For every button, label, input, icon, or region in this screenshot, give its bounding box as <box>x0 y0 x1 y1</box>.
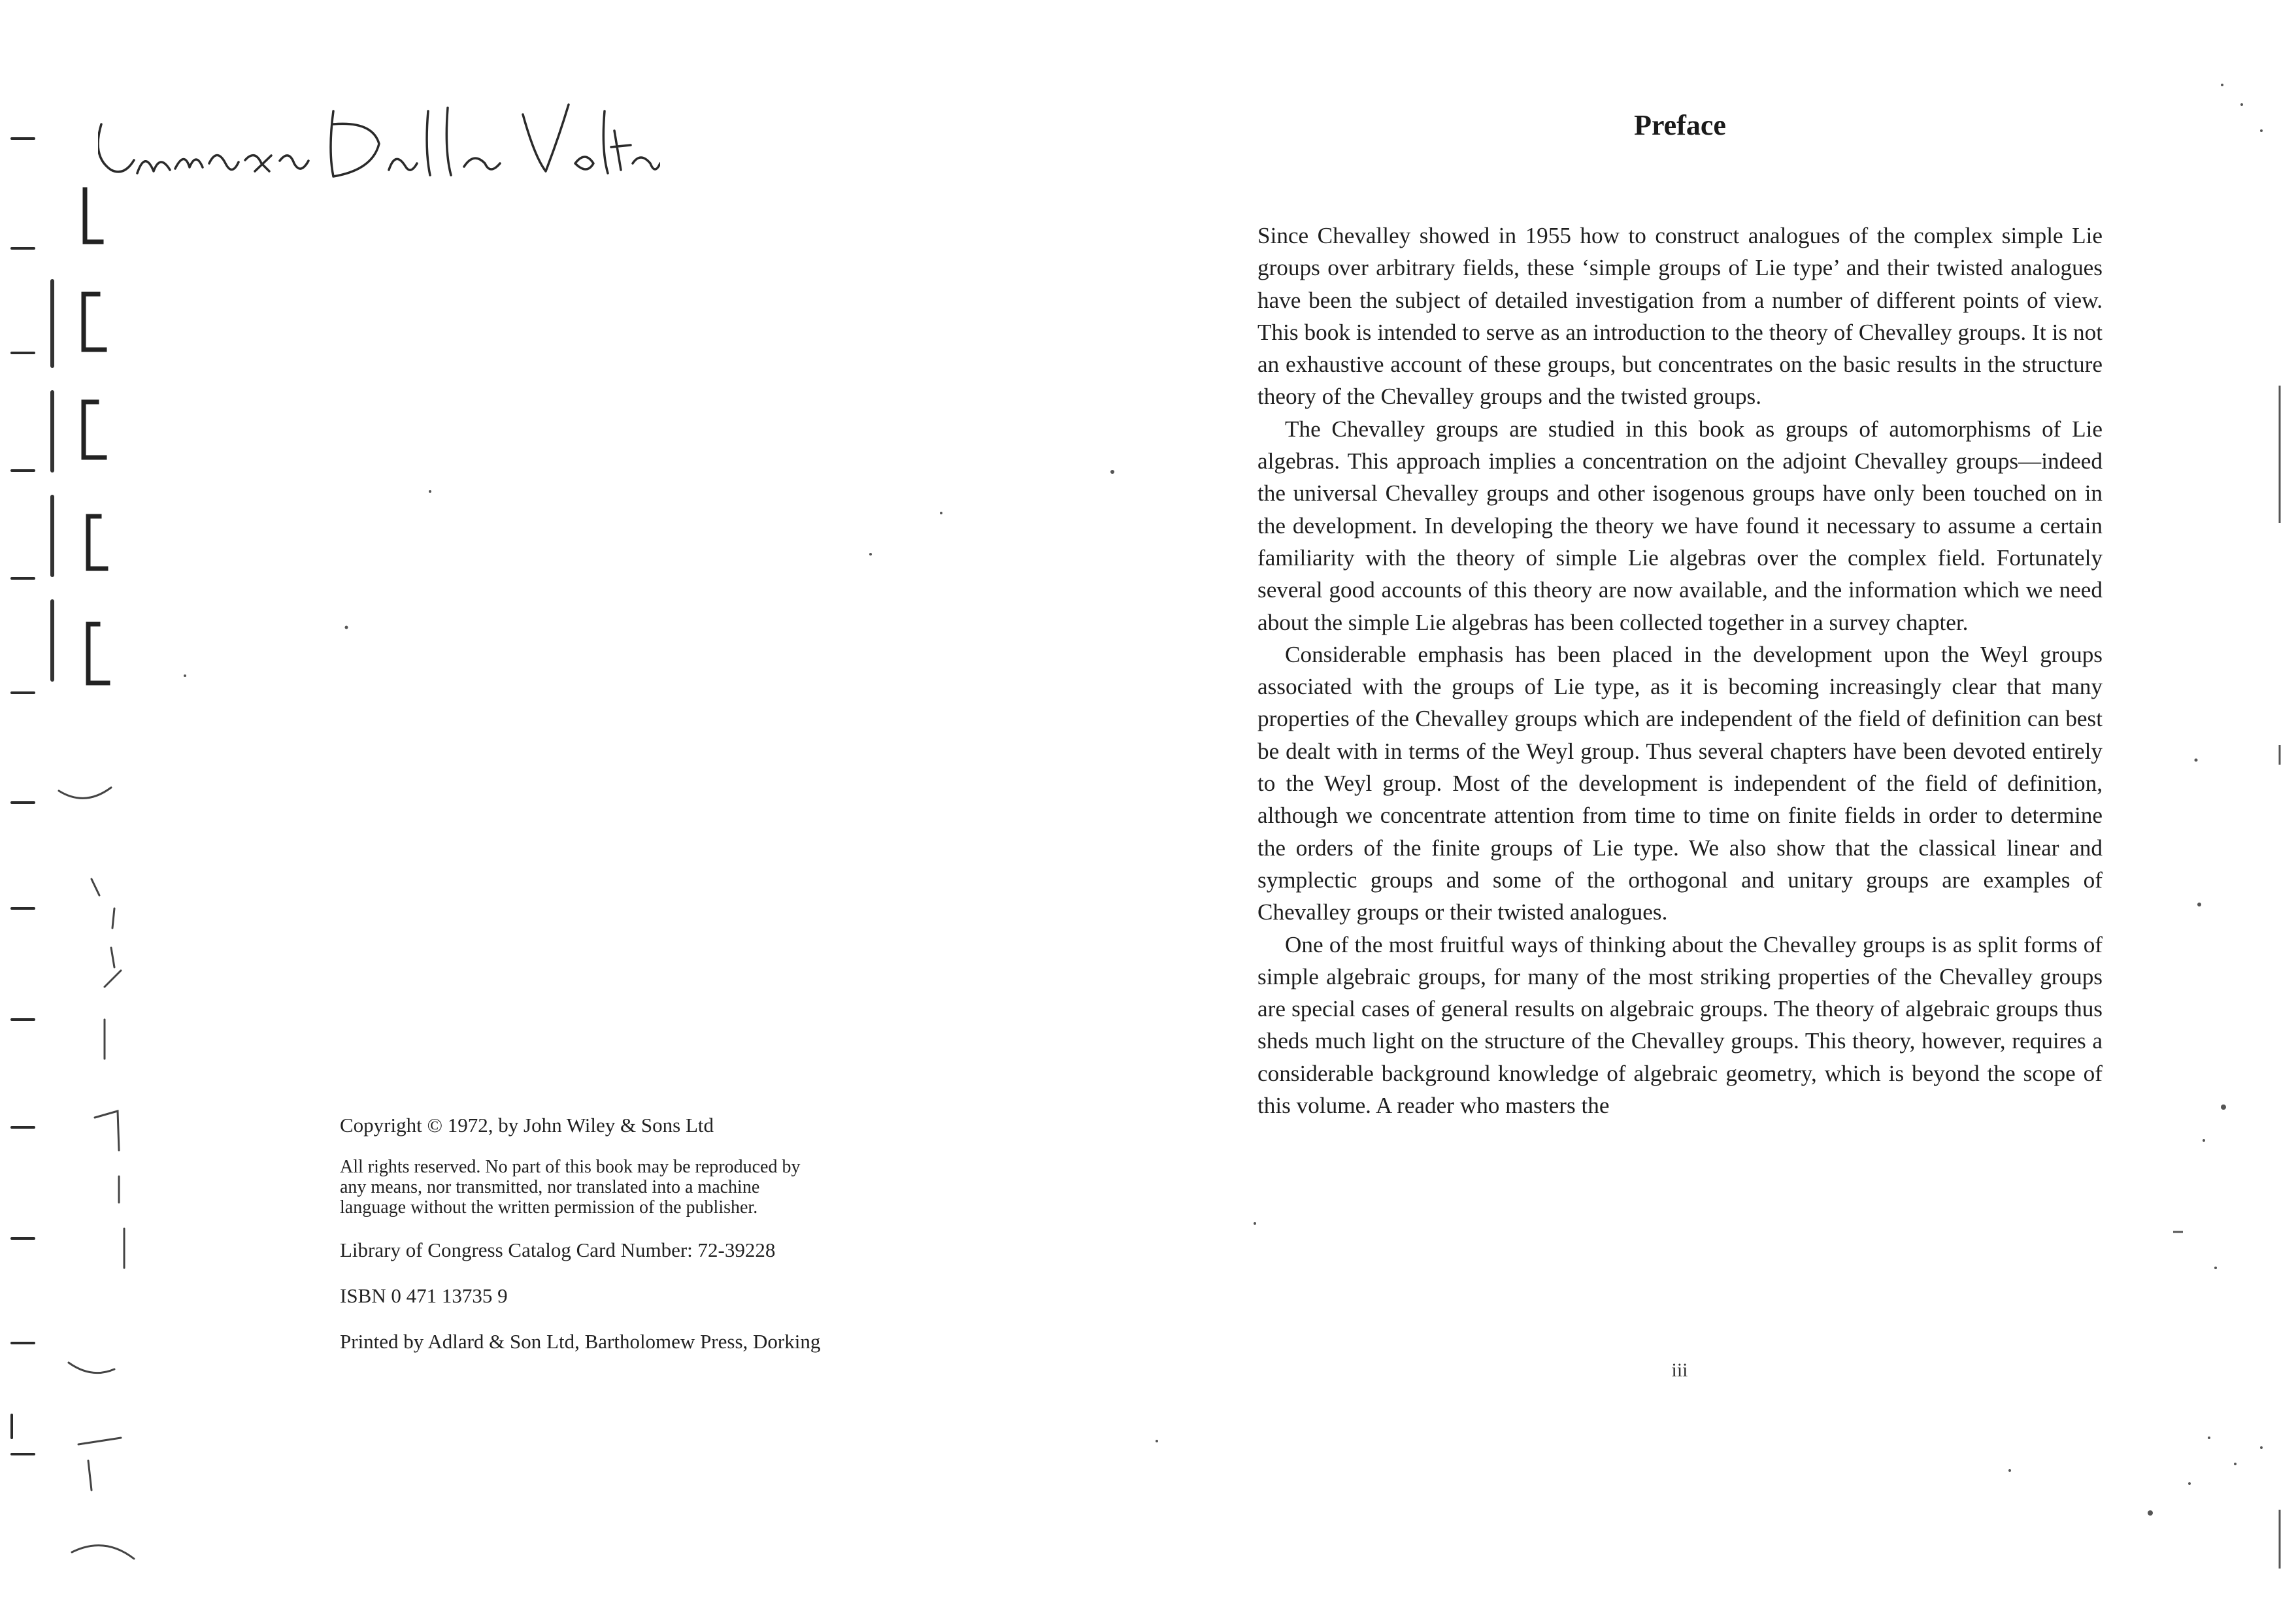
body-paragraph: Considerable emphasis has been placed in the development upon the Weyl groups associated with the groups of Lie type, as it is becoming increasingly clear that many properties of the Chevalley groups which are independent of the field of definition can best be dealt with in terms of the Weyl group. Thus several chapters have been devoted entirely to the Weyl group. Most of the development is independent of the field of definition, although we concentrate attention from time to time on finite fields in order to determine the orders of the finite groups of Lie type. We also show that the classical linear and symplectic groups and some of the orthogonal and unitary groups are examples of Chevalley groups or their twisted analogues. <box>1257 641 2103 925</box>
body-paragraph: The Chevalley groups are studied in this book as groups of automorphisms of Lie algebras. This approach implies a concentration on the adjoint Chevalley groups—indeed the universal Chevalley groups and other isogenous groups have only been touched on in the development. In developing the theory we have found it necessary to assume a certain familiarity with the theory of simple Lie algebras over the complex field. Fortunately several good accounts of this theory are now available, and the information which we need about the simple Lie algebras has been collected together in a survey chapter. <box>1257 416 2103 635</box>
preface-body <box>1257 220 2103 1121</box>
copyright-line: Copyright © 1972, by John Wiley & Sons Ltd <box>340 1114 714 1137</box>
rights-line: All rights reserved. No part of this book may be reproduced by <box>340 1157 801 1177</box>
lccn-line: Library of Congress Catalog Card Number: 72-39228 <box>340 1238 776 1261</box>
rights-statement <box>340 1157 980 1218</box>
handwritten-signature <box>98 98 660 209</box>
rights-line: language without the written permission of the publisher. <box>340 1197 758 1218</box>
isbn-line: ISBN 0 471 13735 9 <box>340 1284 508 1307</box>
copyright-block <box>340 1112 980 1355</box>
page-number: iii <box>1671 1359 1688 1381</box>
body-paragraph: One of the most fruitful ways of thinking about the Chevalley groups is as split forms of simple algebraic groups, for many of the most striking properties of the Chevalley groups are special cases of general results on algebraic groups. The theory of algebraic groups thus sheds much light on the structure of the Chevalley groups. This theory, however, requires a considerable background knowledge of algebraic geometry, which is beyond the scope of this volume. A reader who masters the <box>1257 931 2103 1119</box>
rights-line: any means, nor transmitted, nor translated into a machine <box>340 1177 760 1197</box>
page-title: Preface <box>1634 109 1726 141</box>
binding-bleed-marks <box>0 0 157 1611</box>
printer-line: Printed by Adlard & Son Ltd, Bartholomew Press, Dorking <box>340 1330 821 1353</box>
body-paragraph: Since Chevalley showed in 1955 how to construct analogues of the complex simple Lie groups over arbitrary fields, these ‘simple groups of Lie type’ and their twisted analogues have been the subject of detailed investigation from a number of different points of view. This book is intended to serve as an introduction to the theory of Chevalley groups. It is not an exhaustive account of these groups, but concentrates on the basic results in the structure theory of the Chevalley groups and the twisted groups. <box>1257 223 2103 410</box>
